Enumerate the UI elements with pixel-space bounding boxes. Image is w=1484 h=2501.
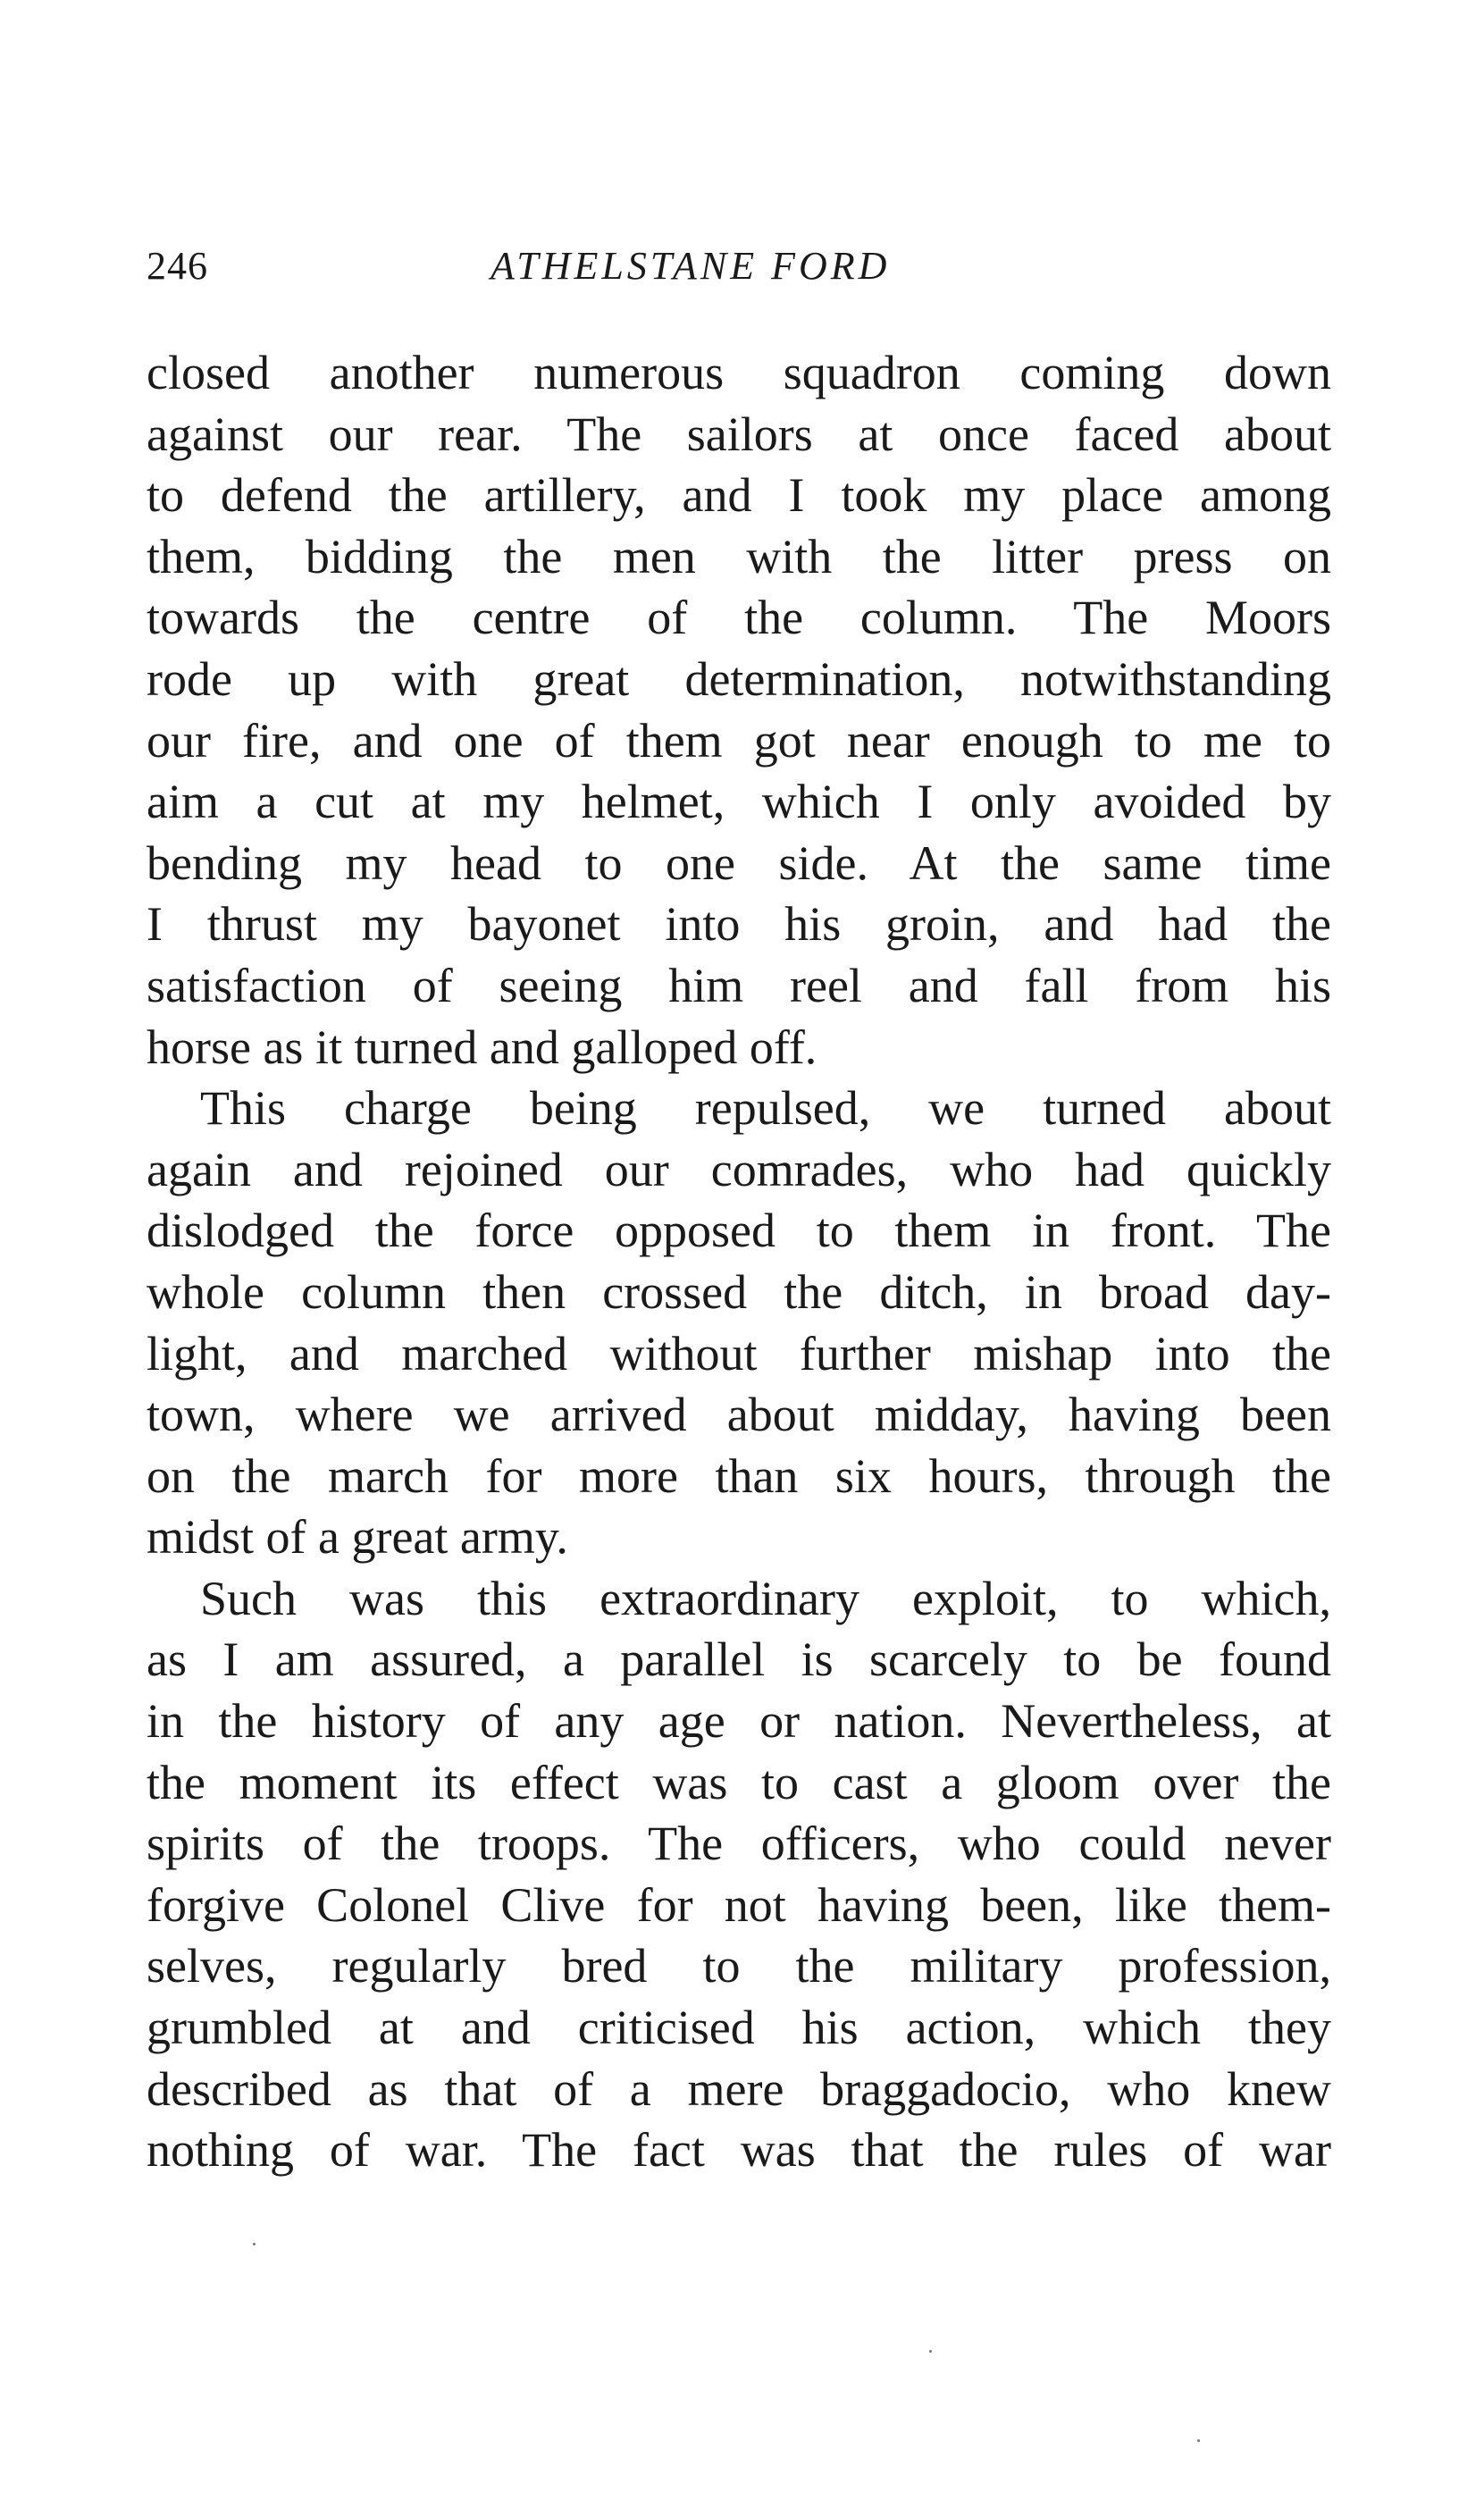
text-line: rode up with great determination, notwithstanding [147, 651, 1331, 706]
text-line: our fire, and one of them got near enough to me to [147, 713, 1331, 768]
text-line: whole column then crossed the ditch, in broad day- [147, 1264, 1331, 1319]
text-line: towards the centre of the column. The Moors [147, 591, 1331, 645]
text-line: grumbled at and criticised his action, which they [147, 2001, 1331, 2055]
text-line: against our rear. The sailors at once faced about [147, 407, 1331, 461]
text-line: spirits of the troops. The officers, who could never [147, 1817, 1331, 1871]
paragraph-end-line: horse as it turned and galloped off. [147, 1020, 817, 1074]
text-line: town, where we arrived about midday, having been [147, 1388, 1331, 1442]
text-line: described as that of a mere braggadocio, who knew [147, 2061, 1331, 2116]
paragraph-start-line: Such was this extraordinary exploit, to which, [200, 1571, 1331, 1625]
scan-speck [1197, 2439, 1200, 2442]
text-line: forgive Colonel Clive for not having been, like them- [147, 1877, 1331, 1932]
text-line: bending my head to one side. At the same time [147, 835, 1331, 890]
text-line: light, and marched without further mishap into the [147, 1326, 1331, 1381]
paragraph-end-line: midst of a great army. [147, 1510, 568, 1565]
page-number: 246 [147, 244, 208, 288]
paragraph-start-line: This charge being repulsed, we turned about [200, 1081, 1331, 1136]
text-line: dislodged the force opposed to them in front. The [147, 1204, 1331, 1258]
text-line: as I am assured, a parallel is scarcely to be found [147, 1632, 1331, 1687]
text-line: to defend the artillery, and I took my place among [147, 468, 1331, 523]
text-line: nothing of war. The fact was that the rules of war [147, 2123, 1331, 2178]
text-line: satisfaction of seeing him reel and fall from his [147, 958, 1331, 1012]
text-line: selves, regularly bred to the military profession, [147, 1939, 1331, 1993]
text-line: on the march for more than six hours, through the [147, 1448, 1331, 1503]
running-head [147, 239, 1331, 293]
scan-speck [253, 2243, 256, 2245]
text-line: the moment its effect was to cast a gloom over the [147, 1755, 1331, 1809]
text-line: in the history of any age or nation. Nevertheless, at [147, 1694, 1331, 1749]
text-line: closed another numerous squadron coming down [147, 346, 1331, 399]
text-line: again and rejoined our comrades, who had quickly [147, 1142, 1331, 1196]
body-text [147, 342, 1331, 2181]
text-line: I thrust my bayonet into his groin, and had the [147, 897, 1331, 952]
text-line: them, bidding the men with the litter press on [147, 529, 1331, 583]
text-line: aim a cut at my helmet, which I only avoided by [147, 775, 1331, 829]
running-title: ATHELSTANE FORD [490, 244, 891, 288]
scan-speck [929, 2350, 932, 2353]
